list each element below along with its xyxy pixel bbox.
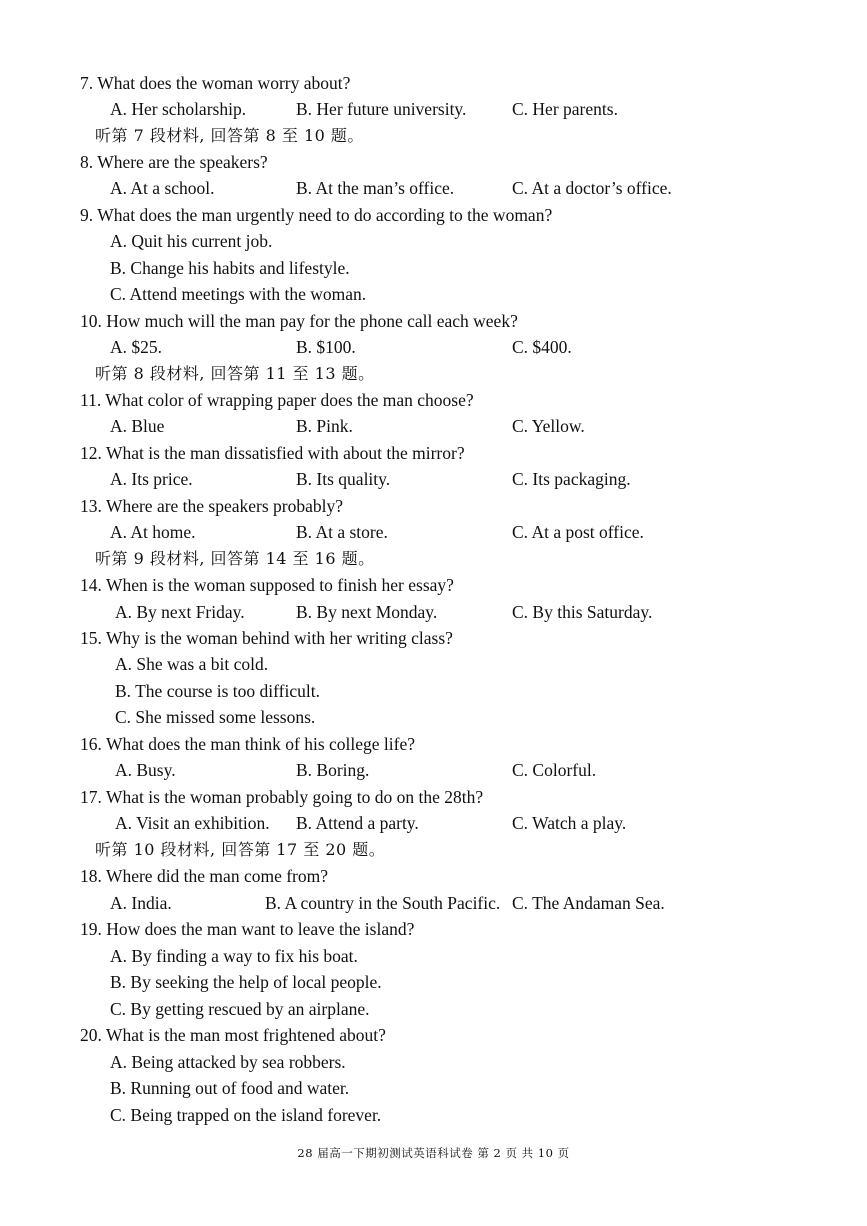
question-number: 8. (80, 152, 94, 172)
question-text: What does the man urgently need to do according to the woman? (97, 205, 553, 225)
question-number: 11. (80, 390, 102, 410)
option-b: B. A country in the South Pacific. (265, 893, 501, 913)
question-number: 14. (80, 575, 102, 595)
option-a: A. Being attacked by sea robbers. (110, 1052, 346, 1072)
option-b: B. Pink. (296, 416, 353, 436)
question-text: What does the man think of his college life? (105, 734, 416, 754)
question-number: 19. (80, 919, 102, 939)
option-a: A. Blue (110, 416, 165, 436)
option-b: B. By next Monday. (296, 602, 438, 622)
option-a: A. Busy. (115, 760, 176, 780)
question-13 (80, 495, 343, 517)
question-number: 20. (80, 1025, 102, 1045)
option-c: C. Watch a play. (512, 813, 627, 833)
option-a: A. At a school. (110, 178, 215, 198)
option-a: A. At home. (110, 522, 196, 542)
question-text: How does the man want to leave the island? (106, 919, 415, 939)
question-20 (80, 1024, 386, 1046)
option-a: A. She was a bit cold. (115, 654, 269, 674)
question-text: Where are the speakers probably? (105, 496, 344, 516)
option-a: A. India. (110, 893, 172, 913)
question-15 (80, 627, 453, 649)
option-b: B. The course is too difficult. (115, 681, 320, 701)
question-number: 16. (80, 734, 102, 754)
question-number: 15. (80, 628, 102, 648)
question-number: 7. (80, 73, 94, 93)
option-a: A. By next Friday. (115, 602, 245, 622)
question-text: What is the woman probably going to do on the 28th? (105, 787, 484, 807)
option-a: A. Her scholarship. (110, 99, 247, 119)
question-8 (80, 151, 268, 173)
option-b: B. At the man’s office. (296, 178, 455, 198)
question-text: What is the man dissatisfied with about the mirror? (105, 443, 465, 463)
option-b: B. $100. (296, 337, 356, 357)
question-text: When is the woman supposed to finish her essay? (105, 575, 454, 595)
option-b: B. By seeking the help of local people. (110, 972, 382, 992)
question-14 (80, 574, 454, 596)
option-c: C. Colorful. (512, 760, 597, 780)
option-c: C. Being trapped on the island forever. (110, 1105, 382, 1125)
question-number: 12. (80, 443, 102, 463)
option-b: B. Its quality. (296, 469, 391, 489)
option-c: C. At a doctor’s office. (512, 178, 672, 198)
option-c: C. Yellow. (512, 416, 585, 436)
question-10 (80, 310, 518, 332)
option-c: C. Her parents. (512, 99, 618, 119)
question-7 (80, 72, 350, 94)
section-heading: 听第 10 段材料, 回答第 17 至 20 题。 (95, 840, 386, 859)
option-b: B. Attend a party. (296, 813, 419, 833)
question-19 (80, 918, 414, 940)
option-a: A. $25. (110, 337, 163, 357)
question-text: Where did the man come from? (105, 866, 328, 886)
option-c: C. By this Saturday. (512, 602, 653, 622)
option-a: A. By finding a way to fix his boat. (110, 946, 358, 966)
option-b: B. Boring. (296, 760, 370, 780)
page-footer: 28 届高一下期初测试英语科试卷 第 2 页 共 10 页 (297, 1146, 570, 1160)
question-18 (80, 865, 328, 887)
option-c: C. Attend meetings with the woman. (110, 284, 367, 304)
question-text: What does the woman worry about? (97, 73, 351, 93)
question-text: Where are the speakers? (97, 152, 268, 172)
section-heading: 听第 7 段材料, 回答第 8 至 10 题。 (95, 126, 364, 145)
question-text: What is the man most frightened about? (105, 1025, 386, 1045)
section-heading: 听第 9 段材料, 回答第 14 至 16 题。 (95, 549, 375, 568)
option-c: C. At a post office. (512, 522, 644, 542)
option-c: C. By getting rescued by an airplane. (110, 999, 370, 1019)
option-a: A. Visit an exhibition. (115, 813, 270, 833)
question-17 (80, 786, 483, 808)
option-c: C. $400. (512, 337, 572, 357)
question-text: How much will the man pay for the phone call each week? (106, 311, 518, 331)
question-number: 17. (80, 787, 102, 807)
question-number: 10. (80, 311, 102, 331)
option-b: B. At a store. (296, 522, 388, 542)
option-c: C. She missed some lessons. (115, 707, 316, 727)
question-11 (80, 389, 474, 411)
option-a: A. Its price. (110, 469, 193, 489)
option-a: A. Quit his current job. (110, 231, 273, 251)
option-c: C. Its packaging. (512, 469, 631, 489)
question-text: What color of wrapping paper does the man choose? (105, 390, 474, 410)
question-12 (80, 442, 465, 464)
option-b: B. Running out of food and water. (110, 1078, 350, 1098)
question-number: 9. (80, 205, 94, 225)
question-16 (80, 733, 415, 755)
question-number: 18. (80, 866, 102, 886)
section-heading: 听第 8 段材料, 回答第 11 至 13 题。 (95, 364, 375, 383)
option-b: B. Her future university. (296, 99, 467, 119)
question-9 (80, 204, 552, 226)
option-b: B. Change his habits and lifestyle. (110, 258, 350, 278)
option-c: C. The Andaman Sea. (512, 893, 665, 913)
question-text: Why is the woman behind with her writing class? (105, 628, 453, 648)
question-number: 13. (80, 496, 102, 516)
